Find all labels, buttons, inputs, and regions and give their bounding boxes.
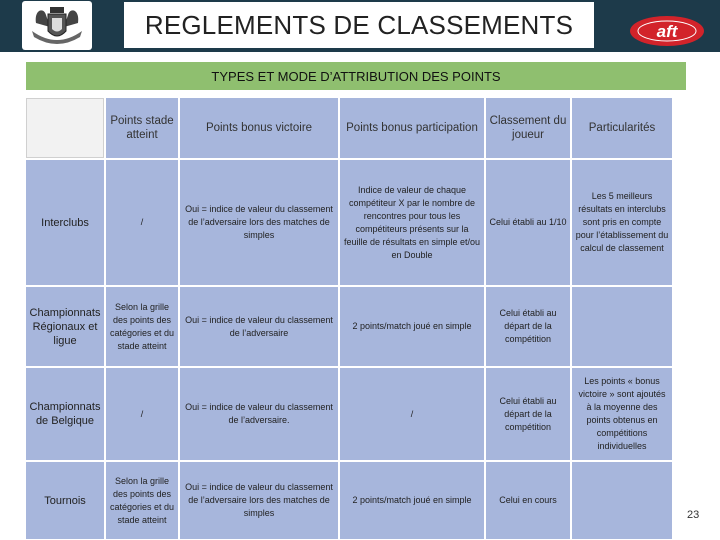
header-bonus-participation: Points bonus participation (340, 98, 484, 158)
slide-title-box (124, 2, 594, 48)
header-points-stade: Points stade atteint (106, 98, 178, 158)
subtitle-band (26, 62, 686, 90)
header-bar (0, 0, 720, 52)
header-bonus-victoire: Points bonus victoire (180, 98, 338, 158)
table-cell: Oui = indice de valeur du classement de l’adversaire lors des matches de simples (180, 462, 338, 539)
table-cell: Selon la grille des points des catégories et du stade atteint (106, 462, 178, 539)
row-label-interclubs: Interclubs (26, 160, 104, 285)
table-cell: Les 5 meilleurs résultats en interclubs sont pris en compte pour l’établissement du calcul de classement (572, 160, 672, 285)
table-cell: Les points « bonus victoire » sont ajoutés à la moyenne des points obtenus en compétitions individuelles (572, 368, 672, 460)
table-cell: Indice de valeur de chaque compétiteur X par le nombre de rencontres pour tous les compétiteurs présents sur la feuille de résultats en simple et/ou en Double (340, 160, 484, 285)
points-table (26, 98, 672, 539)
table-cell: / (340, 368, 484, 460)
table-cell: Oui = indice de valeur du classement de l’adversaire (180, 287, 338, 366)
table-cell: / (106, 160, 178, 285)
table-cell: Celui établi au départ de la compétition (486, 368, 570, 460)
table-cell: Celui établi au départ de la compétition (486, 287, 570, 366)
table-cell: 2 points/match joué en simple (340, 287, 484, 366)
table-cell (572, 287, 672, 366)
row-label-tournois: Tournois (26, 462, 104, 539)
subtitle-text: TYPES ET MODE D’ATTRIBUTION DES POINTS (211, 68, 501, 84)
row-label-championnats-regionaux: Championnats Régionaux et ligue (26, 287, 104, 366)
aft-logo-icon (628, 11, 706, 51)
table-cell: / (106, 368, 178, 460)
header-particularites: Particularités (572, 98, 672, 158)
page-number: 23 (687, 509, 700, 521)
table-cell (572, 462, 672, 539)
table-cell: 2 points/match joué en simple (340, 462, 484, 539)
slide-title: REGLEMENTS DE CLASSEMENTS (144, 9, 574, 40)
row-label-championnats-belgique: Championnats de Belgique (26, 368, 104, 460)
table-cell: Celui en cours (486, 462, 570, 539)
header-classement-joueur: Classement du joueur (486, 98, 570, 158)
table-cell: Selon la grille des points des catégories et du stade atteint (106, 287, 178, 366)
crest-logo-icon (22, 1, 92, 50)
table-cell: Oui = indice de valeur du classement de l’adversaire lors des matches de simples (180, 160, 338, 285)
table-corner (26, 98, 104, 158)
table-cell: Celui établi au 1/10 (486, 160, 570, 285)
table-cell: Oui = indice de valeur du classement de l’adversaire. (180, 368, 338, 460)
aft-logo-text: aft (656, 22, 678, 41)
